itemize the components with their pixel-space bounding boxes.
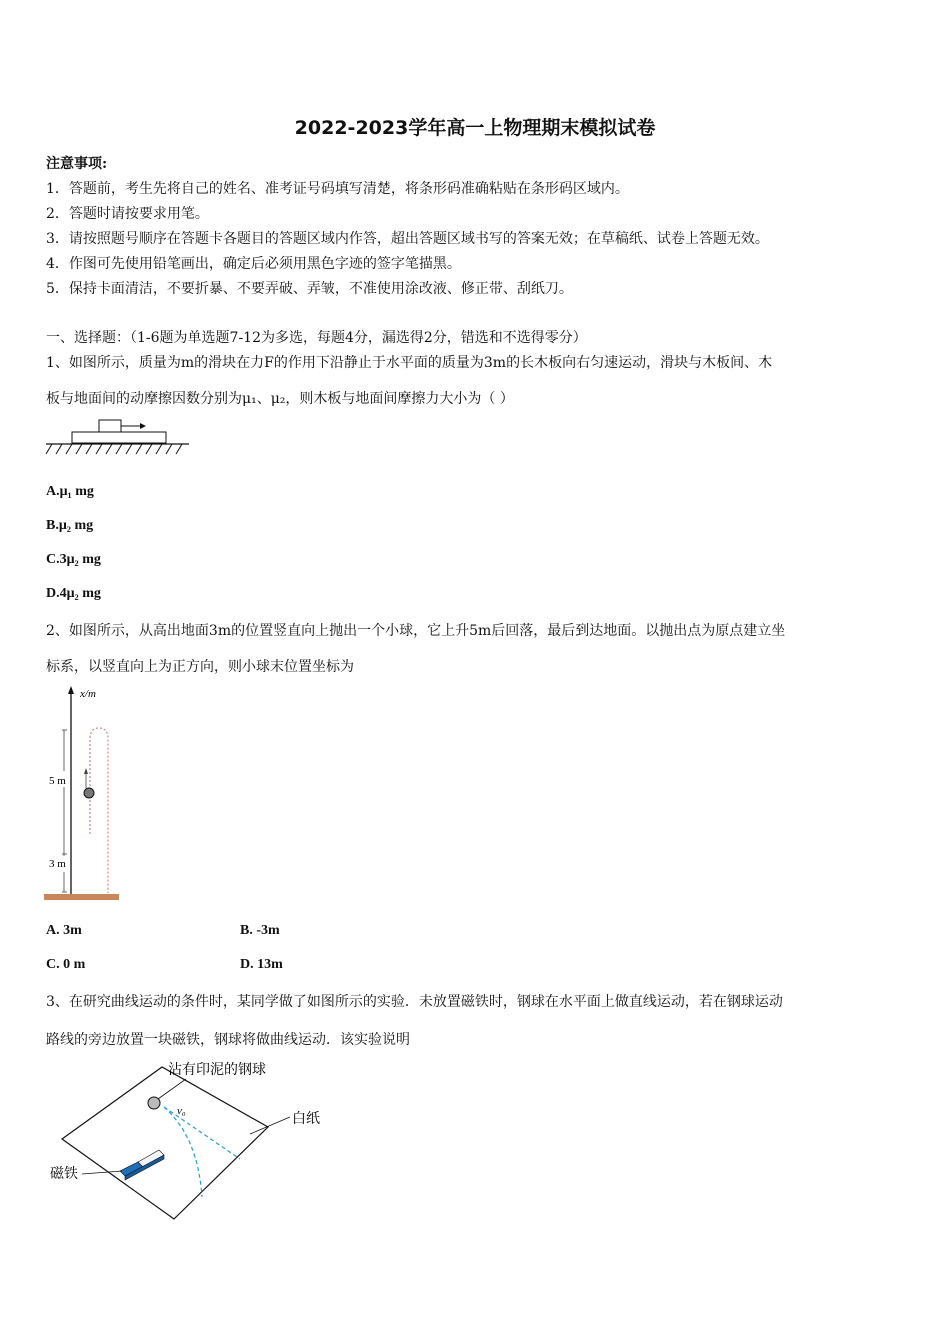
notice-item: 3．请按照题号顺序在答题卡各题目的答题区域内作答，超出答题区域书写的答案无效；在草稿纸、试卷上答题无效。 [46,231,769,247]
notice-item: 4．作图可先使用铅笔画出，确定后必须用黑色字迹的签字笔描黑。 [46,256,461,272]
question-3-text: 路线的旁边放置一块磁铁，钢球将做曲线运动．该实验说明 [46,1032,410,1048]
option-d[interactable]: D. 13m [240,957,283,972]
question-3-text: 3、在研究曲线运动的条件时，某同学做了如图所示的实验．未放置磁铁时，钢球在水平面上做直线运动，若在钢球运动 [46,994,783,1010]
notice-item: 5．保持卡面清洁，不要折暴、不要弄破、弄皱，不准使用涂改液、修正带、刮纸刀。 [46,281,573,297]
vertical-throw-figure [44,684,124,906]
option-c[interactable]: C.3μ₂ mg [46,552,101,567]
option-a[interactable]: A.μ₁ mg [46,484,94,499]
question-2-text: 标系，以竖直向上为正方向，则小球末位置坐标为 [46,659,354,675]
option-c[interactable]: C. 0 m [46,957,86,972]
v0-label: v₀ [177,1105,186,1117]
option-b[interactable]: B. -3m [240,923,280,938]
question-1-text: 板与地面间的动摩擦因数分别为μ₁、μ₂，则木板与地面间摩擦力大小为（ ） [46,391,514,407]
label-5m: 5 m [49,775,66,787]
magnet-label: 磁铁 [50,1167,78,1182]
notice-heading: 注意事项: [46,156,108,172]
magnet-icon [120,1150,164,1180]
curved-motion-figure [46,1055,336,1225]
option-b[interactable]: B.μ₂ mg [46,518,94,533]
page-title: 2022-2023学年高一上物理期末模拟试卷 [294,117,656,139]
notice-item: 2．答题时请按要求用笔。 [46,206,209,222]
option-a[interactable]: A. 3m [46,923,82,938]
axis-label: x/m [80,688,96,700]
section-heading: 一、选择题：（1-6题为单选题7-12为多选，每题4分，漏选得2分，错选和不选得零分） [46,330,587,346]
notice-item: 1．答题前，考生先将自己的姓名、准考证号码填写清楚，将条形码准确粘贴在条形码区域内。 [46,181,629,197]
block-on-board-figure [44,417,194,459]
option-d[interactable]: D.4μ₂ mg [46,586,101,601]
label-3m: 3 m [49,858,66,870]
question-1-text: 1、如图所示，质量为m的滑块在力F的作用下沿静止于水平面的质量为3m的长木板向右匀速运动，滑块与木板间、木 [46,355,773,371]
ball-label: 沾有印泥的钢球 [168,1063,266,1078]
paper-label: 白纸 [292,1112,320,1127]
question-2-text: 2、如图所示，从高出地面3m的位置竖直向上抛出一个小球，它上升5m后回落，最后到达地面。以抛出点为原点建立坐 [46,623,786,639]
